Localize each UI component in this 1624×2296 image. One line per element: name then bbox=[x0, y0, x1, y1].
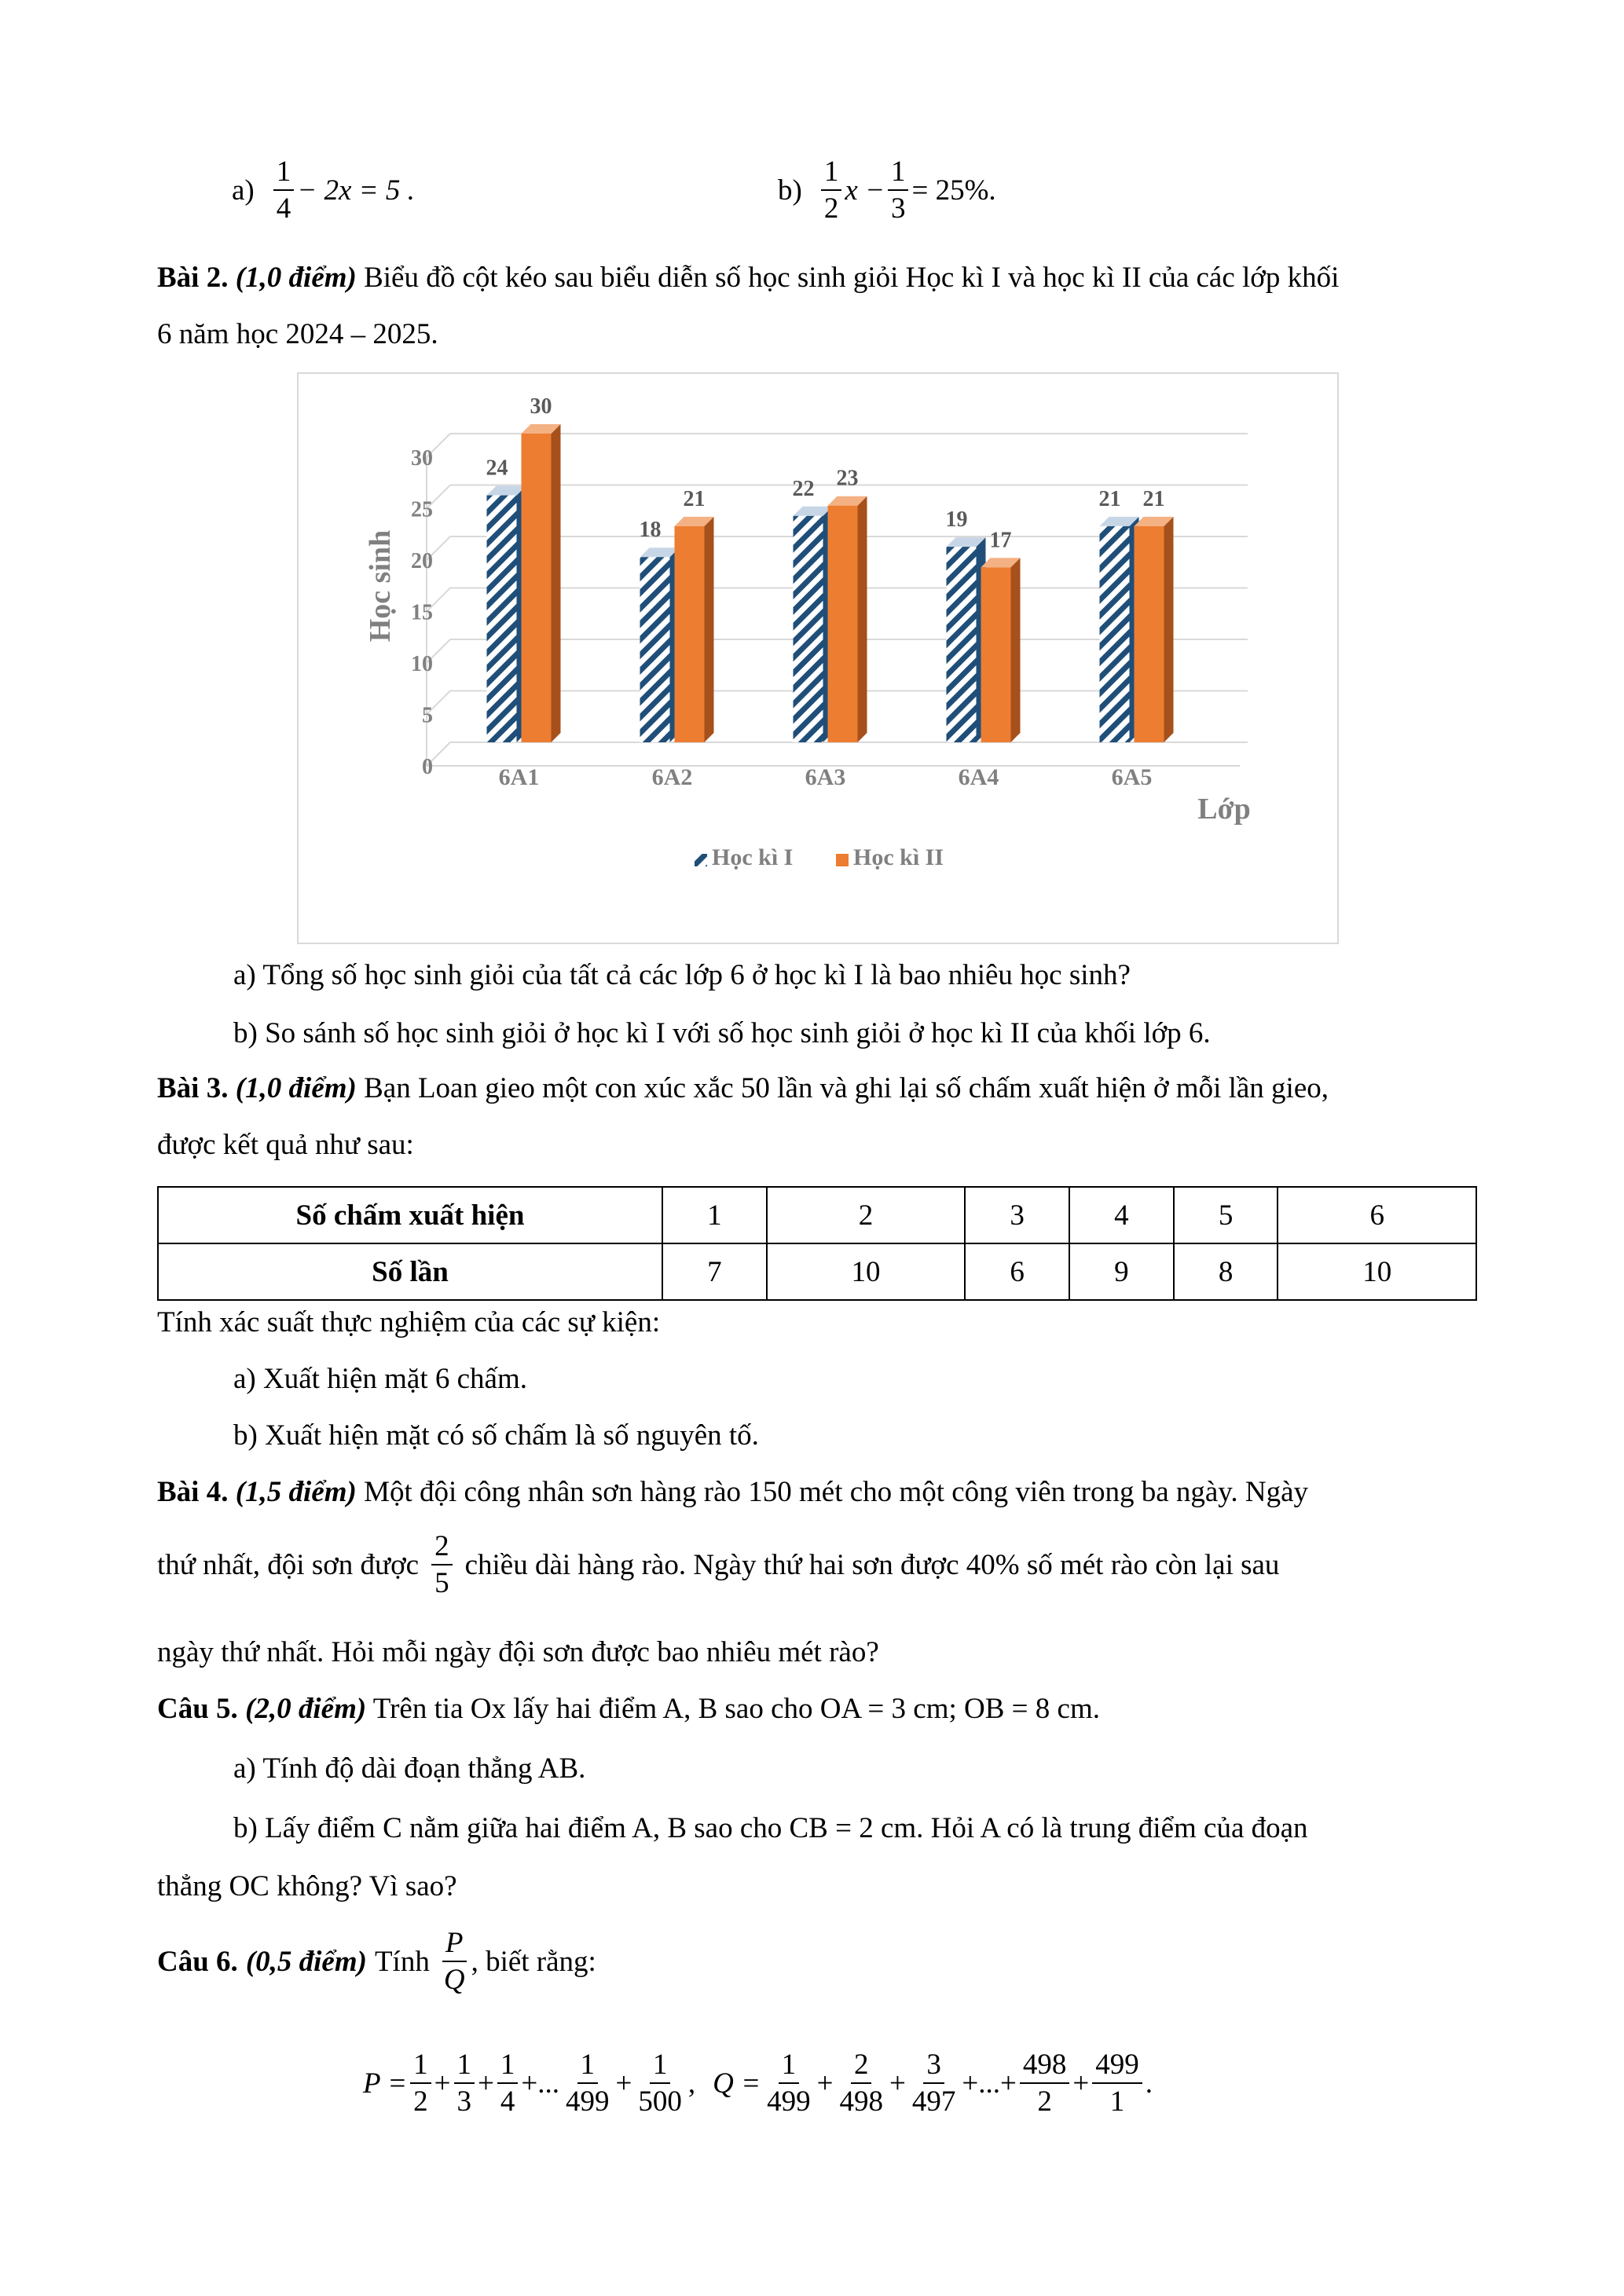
table-header-cell: Số chấm xuất hiện bbox=[158, 1187, 662, 1243]
table-cell: 6 bbox=[1278, 1187, 1476, 1243]
data-label: 19 bbox=[945, 507, 968, 533]
cau6-points: (0,5 điểm) bbox=[245, 1945, 367, 1978]
table-cell: 6 bbox=[965, 1243, 1069, 1300]
bai3-statement-line1 bbox=[157, 1071, 1329, 1105]
table-row bbox=[158, 1187, 1476, 1243]
p-term: $\frac{1}{4}$ bbox=[497, 2050, 519, 2116]
bai2-heading: Bài 2. bbox=[157, 262, 229, 294]
x-tick-label: 6A5 bbox=[1111, 764, 1153, 790]
cau6-statement bbox=[157, 1928, 596, 1994]
bai2-question-b: b) So sánh số học sinh giỏi ở học kì I với số học sinh giỏi ở học kì II của khối lớp 6. bbox=[233, 1017, 1211, 1049]
bai2-statement-line2: 6 năm học 2024 – 2025. bbox=[157, 318, 438, 350]
chart-y-ticks bbox=[411, 446, 433, 779]
cau5-statement bbox=[157, 1692, 1100, 1726]
bai1-a-label: a) bbox=[232, 174, 255, 207]
data-label: 21 bbox=[683, 486, 706, 511]
plus-sign: + bbox=[999, 2067, 1017, 2100]
bai4-statement-line3: ngày thứ nhất. Hỏi mỗi ngày đội sơn được bao nhiêu mét rào? bbox=[157, 1636, 879, 1668]
y-tick-label: 25 bbox=[411, 497, 433, 522]
y-tick-label: 10 bbox=[411, 652, 433, 676]
table-header-cell: Số lần bbox=[158, 1243, 662, 1300]
y-tick-label: 0 bbox=[422, 755, 433, 779]
plus-sign: + bbox=[1072, 2067, 1090, 2100]
x-tick-label: 6A4 bbox=[958, 764, 999, 790]
bai1-a-fraction: $\frac{1}{4}$ bbox=[273, 157, 295, 223]
bai4-statement-line1 bbox=[157, 1475, 1308, 1509]
x-tick-label: 6A1 bbox=[498, 764, 540, 790]
y-tick-label: 20 bbox=[411, 549, 433, 573]
bai1-b-fraction-2: $\frac{1}{3}$ bbox=[888, 157, 909, 223]
q-term: $\frac{499}{1}$ bbox=[1092, 2050, 1142, 2116]
legend-swatch-hoc-ki-2 bbox=[836, 854, 849, 866]
bai1-part-a bbox=[232, 157, 415, 223]
bar-6A5-hoc-ki-1 bbox=[1100, 517, 1139, 742]
chart-y-axis-label: Học sinh bbox=[364, 529, 397, 643]
plus-sign: + bbox=[478, 2067, 494, 2100]
cau5-text: Trên tia Ox lấy hai điểm A, B sao cho OA = 3 cm; OB = 8 cm. bbox=[372, 1693, 1100, 1725]
chart-x-ticks bbox=[499, 764, 1153, 790]
bai2-question-a: a) Tổng số học sinh giỏi của tất cả các lớp 6 ở học kì I là bao nhiêu học sinh? bbox=[233, 959, 1131, 991]
bar-6A3-hoc-ki-2 bbox=[828, 496, 867, 742]
bai1-b-fraction-1: $\frac{1}{2}$ bbox=[821, 157, 842, 223]
table-cell: 3 bbox=[965, 1187, 1069, 1243]
cau5-question-a: a) Tính độ dài đoạn thẳng AB. bbox=[233, 1752, 586, 1785]
bai3-statement-line2: được kết quả như sau: bbox=[157, 1129, 414, 1161]
bai4-fraction: $\frac{2}{5}$ bbox=[431, 1532, 453, 1598]
bai2-points: (1,0 điểm) bbox=[235, 262, 357, 294]
bai2-text: Biểu đồ cột kéo sau biểu diễn số học sinh giỏi Học kì I và học kì II của các lớp khối bbox=[364, 262, 1340, 294]
ellipsis: +... bbox=[962, 2067, 1000, 2100]
table-cell: 8 bbox=[1174, 1243, 1278, 1300]
bai4-text: Một đội công nhân sơn hàng rào 150 mét cho một công viên trong ba ngày. Ngày bbox=[364, 1476, 1309, 1508]
data-label: 18 bbox=[639, 518, 662, 543]
p-term: $\frac{1}{500}$ bbox=[638, 2049, 682, 2118]
bai1-part-b bbox=[778, 157, 996, 223]
cau6-heading: Câu 6. bbox=[157, 1945, 238, 1978]
bai4-statement-line2 bbox=[157, 1532, 1279, 1598]
bai1-b-equation: = 25%. bbox=[911, 174, 996, 207]
plus-sign: + bbox=[889, 2067, 906, 2100]
period: . bbox=[1145, 2067, 1153, 2100]
bai4-heading: Bài 4. bbox=[157, 1476, 229, 1508]
q-term: $\frac{498}{2}$ bbox=[1020, 2050, 1070, 2116]
data-label: 24 bbox=[486, 456, 508, 481]
bai1-a-equation: − 2x = 5 . bbox=[297, 174, 415, 207]
p-term: $\frac{1}{2}$ bbox=[410, 2050, 431, 2116]
bai3-question-b: b) Xuất hiện mặt có số chấm là số nguyên tố. bbox=[233, 1419, 759, 1452]
bar-6A1-hoc-ki-2 bbox=[522, 424, 561, 742]
bar-chart bbox=[297, 372, 1336, 941]
data-label: 23 bbox=[836, 466, 859, 491]
bai3-prompt: Tính xác suất thực nghiệm của các sự kiện: bbox=[157, 1306, 661, 1338]
bai1-b-label: b) bbox=[778, 174, 802, 207]
ellipsis: +... bbox=[521, 2067, 560, 2100]
y-tick-label: 5 bbox=[422, 703, 433, 728]
table-row bbox=[158, 1243, 1476, 1300]
q-label: Q = bbox=[713, 2067, 761, 2100]
cau5-question-b-line1: b) Lấy điểm C nằm giữa hai điểm A, B sao cho CB = 2 cm. Hỏi A có là trung điểm của đoạn bbox=[233, 1812, 1308, 1844]
legend-label-hoc-ki-2: Học kì II bbox=[853, 844, 944, 870]
bar-6A3-hoc-ki-1 bbox=[794, 507, 833, 742]
bai3-heading: Bài 3. bbox=[157, 1072, 229, 1104]
q-term: $\frac{2}{498}$ bbox=[839, 2049, 883, 2118]
x-tick-label: 6A2 bbox=[651, 764, 693, 790]
p-term: $\frac{1}{3}$ bbox=[454, 2050, 475, 2116]
bar-6A1-hoc-ki-1 bbox=[487, 486, 526, 742]
table-cell: 10 bbox=[767, 1243, 966, 1300]
cau5-heading: Câu 5. bbox=[157, 1693, 238, 1725]
bai4-text-pre: thứ nhất, đội sơn được bbox=[157, 1548, 420, 1581]
data-label: 21 bbox=[1098, 486, 1121, 511]
plus-sign: + bbox=[615, 2067, 632, 2100]
cau5-points: (2,0 điểm) bbox=[245, 1693, 367, 1725]
cau6-after: , biết rằng: bbox=[471, 1945, 596, 1978]
bai4-text-post: chiều dài hàng rào. Ngày thứ hai sơn được 40% số mét rào còn lại sau bbox=[464, 1548, 1280, 1581]
bar-6A2-hoc-ki-1 bbox=[640, 547, 680, 742]
p-label: P = bbox=[363, 2067, 408, 2100]
table-cell: 9 bbox=[1069, 1243, 1174, 1300]
table-cell: 10 bbox=[1278, 1243, 1476, 1300]
q-term: $\frac{3}{497}$ bbox=[911, 2049, 956, 2118]
data-label: 22 bbox=[792, 476, 815, 501]
bai3-question-a: a) Xuất hiện mặt 6 chấm. bbox=[233, 1363, 527, 1395]
legend-label-hoc-ki-1: Học kì I bbox=[712, 844, 794, 870]
data-label: 17 bbox=[989, 528, 1012, 553]
chart-x-axis-label: Lớp bbox=[1197, 793, 1251, 826]
table-cell: 7 bbox=[662, 1243, 767, 1300]
legend-swatch-hoc-ki-1 bbox=[695, 854, 707, 866]
legend-item-hoc-ki-1 bbox=[695, 844, 793, 870]
bai4-points: (1,5 điểm) bbox=[235, 1476, 357, 1508]
cau5-question-b-line2: thẳng OC không? Vì sao? bbox=[157, 1870, 457, 1902]
bai2-statement-line1 bbox=[157, 261, 1339, 295]
plus-sign: + bbox=[434, 2067, 451, 2100]
bai3-text: Bạn Loan gieo một con xúc xắc 50 lần và ghi lại số chấm xuất hiện ở mỗi lần gieo, bbox=[364, 1072, 1329, 1104]
table-cell: 5 bbox=[1174, 1187, 1278, 1243]
legend-item-hoc-ki-2 bbox=[836, 844, 944, 870]
dice-frequency-table bbox=[157, 1186, 1477, 1301]
y-tick-label: 30 bbox=[411, 446, 433, 471]
bar-6A5-hoc-ki-2 bbox=[1135, 517, 1174, 742]
plus-sign: + bbox=[816, 2067, 834, 2100]
bai3-points: (1,0 điểm) bbox=[235, 1072, 357, 1104]
y-tick-label: 15 bbox=[411, 600, 433, 625]
table-cell: 2 bbox=[767, 1187, 966, 1243]
bar-6A4-hoc-ki-1 bbox=[947, 537, 986, 742]
cau6-fraction-p-over-q: $\frac{P}{Q}$ bbox=[443, 1927, 465, 1996]
table-cell: 1 bbox=[662, 1187, 767, 1243]
p-term: $\frac{1}{499}$ bbox=[566, 2049, 610, 2118]
q-term: $\frac{1}{499}$ bbox=[767, 2049, 811, 2118]
cau6-formula bbox=[363, 2050, 1153, 2116]
table-cell: 4 bbox=[1069, 1187, 1174, 1243]
data-label: 30 bbox=[530, 394, 552, 419]
bar-6A4-hoc-ki-2 bbox=[981, 558, 1021, 742]
data-label: 21 bbox=[1142, 486, 1165, 511]
comma: , bbox=[687, 2067, 696, 2100]
bai1-b-variable: x − bbox=[845, 174, 885, 207]
cau6-tinh: Tính bbox=[374, 1945, 430, 1978]
bar-6A2-hoc-ki-2 bbox=[675, 517, 714, 742]
chart-legend bbox=[695, 844, 944, 870]
x-tick-label: 6A3 bbox=[805, 764, 846, 790]
